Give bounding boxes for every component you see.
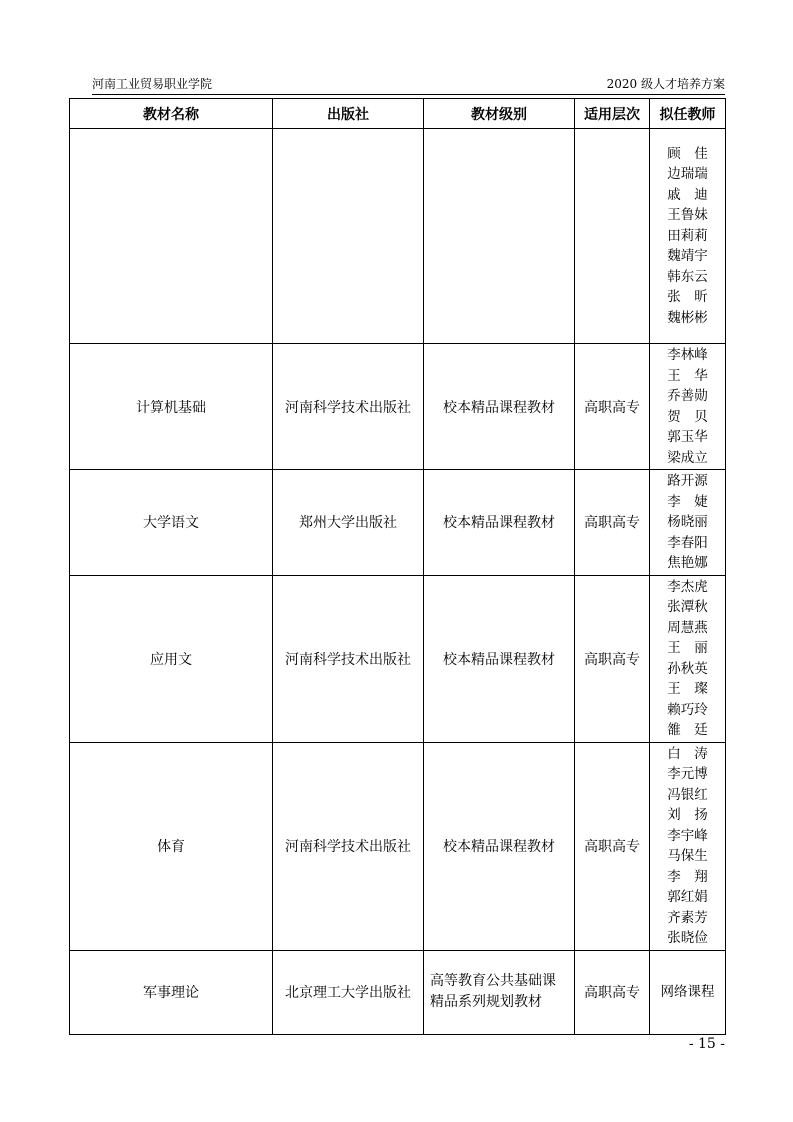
teacher-name: 郭玉华 — [667, 429, 708, 445]
cell-publisher — [273, 129, 424, 344]
teacher-list — [650, 143, 725, 330]
teacher-name: 李宇峰 — [667, 827, 708, 844]
teacher-name: 王 丽 — [667, 640, 708, 656]
cell-teachers — [650, 575, 726, 742]
teacher-name: 戚 迪 — [667, 186, 708, 203]
cell-teachers — [650, 950, 726, 1034]
cell-publisher: 北京理工大学出版社 — [273, 950, 424, 1034]
page-header — [92, 74, 725, 95]
header-doc-title: 2020 级人才培养方案 — [606, 77, 725, 91]
cell-publisher: 河南科学技术出版社 — [273, 344, 424, 470]
table-row — [70, 129, 726, 344]
cell-teachers — [650, 470, 726, 576]
teacher-name: 齐素芳 — [667, 909, 708, 926]
cell-applicable-tier: 高职高专 — [575, 575, 650, 742]
textbook-table — [69, 98, 726, 1035]
teacher-name: 路开源 — [667, 473, 708, 489]
teacher-name: 张晓俭 — [667, 930, 708, 946]
cell-textbook-level — [424, 129, 575, 344]
teacher-name: 冯银红 — [667, 786, 708, 803]
table-row — [70, 575, 726, 742]
cell-textbook-name: 计算机基础 — [70, 344, 273, 470]
teacher-name: 周慧燕 — [667, 619, 708, 636]
teacher-name: 赖巧玲 — [667, 701, 708, 718]
teacher-name: 乔善勋 — [667, 388, 708, 404]
teacher-name: 李春阳 — [667, 534, 708, 551]
teacher-name: 郭红娟 — [667, 889, 708, 905]
teacher-name: 王 璨 — [667, 681, 708, 697]
teacher-list — [650, 576, 725, 742]
teacher-name: 李林峰 — [667, 347, 708, 363]
cell-applicable-tier: 高职高专 — [575, 742, 650, 950]
cell-textbook-name: 军事理论 — [70, 950, 273, 1034]
teacher-name: 梁成立 — [667, 449, 708, 466]
cell-textbook-name: 应用文 — [70, 575, 273, 742]
teacher-list — [650, 981, 725, 1004]
teacher-name: 张 昕 — [667, 289, 708, 306]
cell-textbook-level: 校本精品课程教材 — [424, 344, 575, 470]
cell-publisher: 郑州大学出版社 — [273, 470, 424, 576]
teacher-name: 李 翔 — [667, 868, 708, 885]
cell-applicable-tier: 高职高专 — [575, 950, 650, 1034]
cell-textbook-level: 校本精品课程教材 — [424, 575, 575, 742]
teacher-name: 王 华 — [667, 367, 708, 384]
teacher-name: 焦艳娜 — [667, 555, 708, 571]
table-header-row — [70, 99, 726, 129]
teacher-name: 李杰虎 — [667, 578, 708, 595]
cell-textbook-name — [70, 129, 273, 344]
cell-applicable-tier — [575, 129, 650, 344]
page-number: - 15 - — [688, 1036, 725, 1052]
col-header-publisher: 出版社 — [273, 99, 424, 129]
cell-teachers — [650, 742, 726, 950]
teacher-name: 李 婕 — [667, 493, 708, 510]
header-school-name: 河南工业贸易职业学院 — [92, 77, 213, 91]
teacher-name: 张潭秋 — [667, 599, 708, 615]
teacher-name: 刘 扬 — [667, 807, 708, 823]
table-row — [70, 950, 726, 1034]
cell-publisher: 河南科学技术出版社 — [273, 575, 424, 742]
teacher-name: 魏彬彬 — [667, 309, 708, 326]
teacher-name: 边瑞瑞 — [667, 166, 708, 183]
teacher-name: 李元博 — [667, 766, 708, 782]
cell-textbook-name: 大学语文 — [70, 470, 273, 576]
col-header-applicable-tier: 适用层次 — [575, 99, 650, 129]
teacher-list — [650, 470, 725, 575]
table-row — [70, 742, 726, 950]
teacher-list — [650, 743, 725, 950]
teacher-name: 贺 贝 — [667, 408, 708, 425]
teacher-name: 顾 佳 — [667, 145, 708, 162]
teacher-name: 雒 廷 — [667, 722, 708, 738]
cell-applicable-tier: 高职高专 — [575, 344, 650, 470]
table-row — [70, 470, 726, 576]
teacher-name: 网络课程 — [660, 983, 715, 1000]
teacher-name: 王鲁妹 — [667, 207, 708, 224]
cell-textbook-level: 校本精品课程教材 — [424, 742, 575, 950]
col-header-textbook-level: 教材级别 — [424, 99, 575, 129]
cell-teachers — [650, 129, 726, 344]
teacher-name: 马保生 — [667, 848, 708, 864]
table-row — [70, 344, 726, 470]
cell-textbook-level: 高等教育公共基础课精品系列规划教材 — [424, 950, 575, 1034]
cell-teachers — [650, 344, 726, 470]
teacher-name: 韩东云 — [667, 268, 708, 285]
col-header-teachers: 拟任教师 — [650, 99, 726, 129]
cell-textbook-name: 体育 — [70, 742, 273, 950]
teacher-name: 魏靖宇 — [667, 248, 708, 265]
cell-applicable-tier: 高职高专 — [575, 470, 650, 576]
teacher-list — [650, 344, 725, 469]
teacher-name: 孙秋英 — [667, 660, 708, 677]
teacher-name: 白 涛 — [667, 745, 708, 762]
col-header-textbook-name: 教材名称 — [70, 99, 273, 129]
teacher-name: 杨晓丽 — [667, 514, 708, 530]
teacher-name: 田莉莉 — [667, 227, 708, 244]
cell-textbook-level: 校本精品课程教材 — [424, 470, 575, 576]
cell-publisher: 河南科学技术出版社 — [273, 742, 424, 950]
